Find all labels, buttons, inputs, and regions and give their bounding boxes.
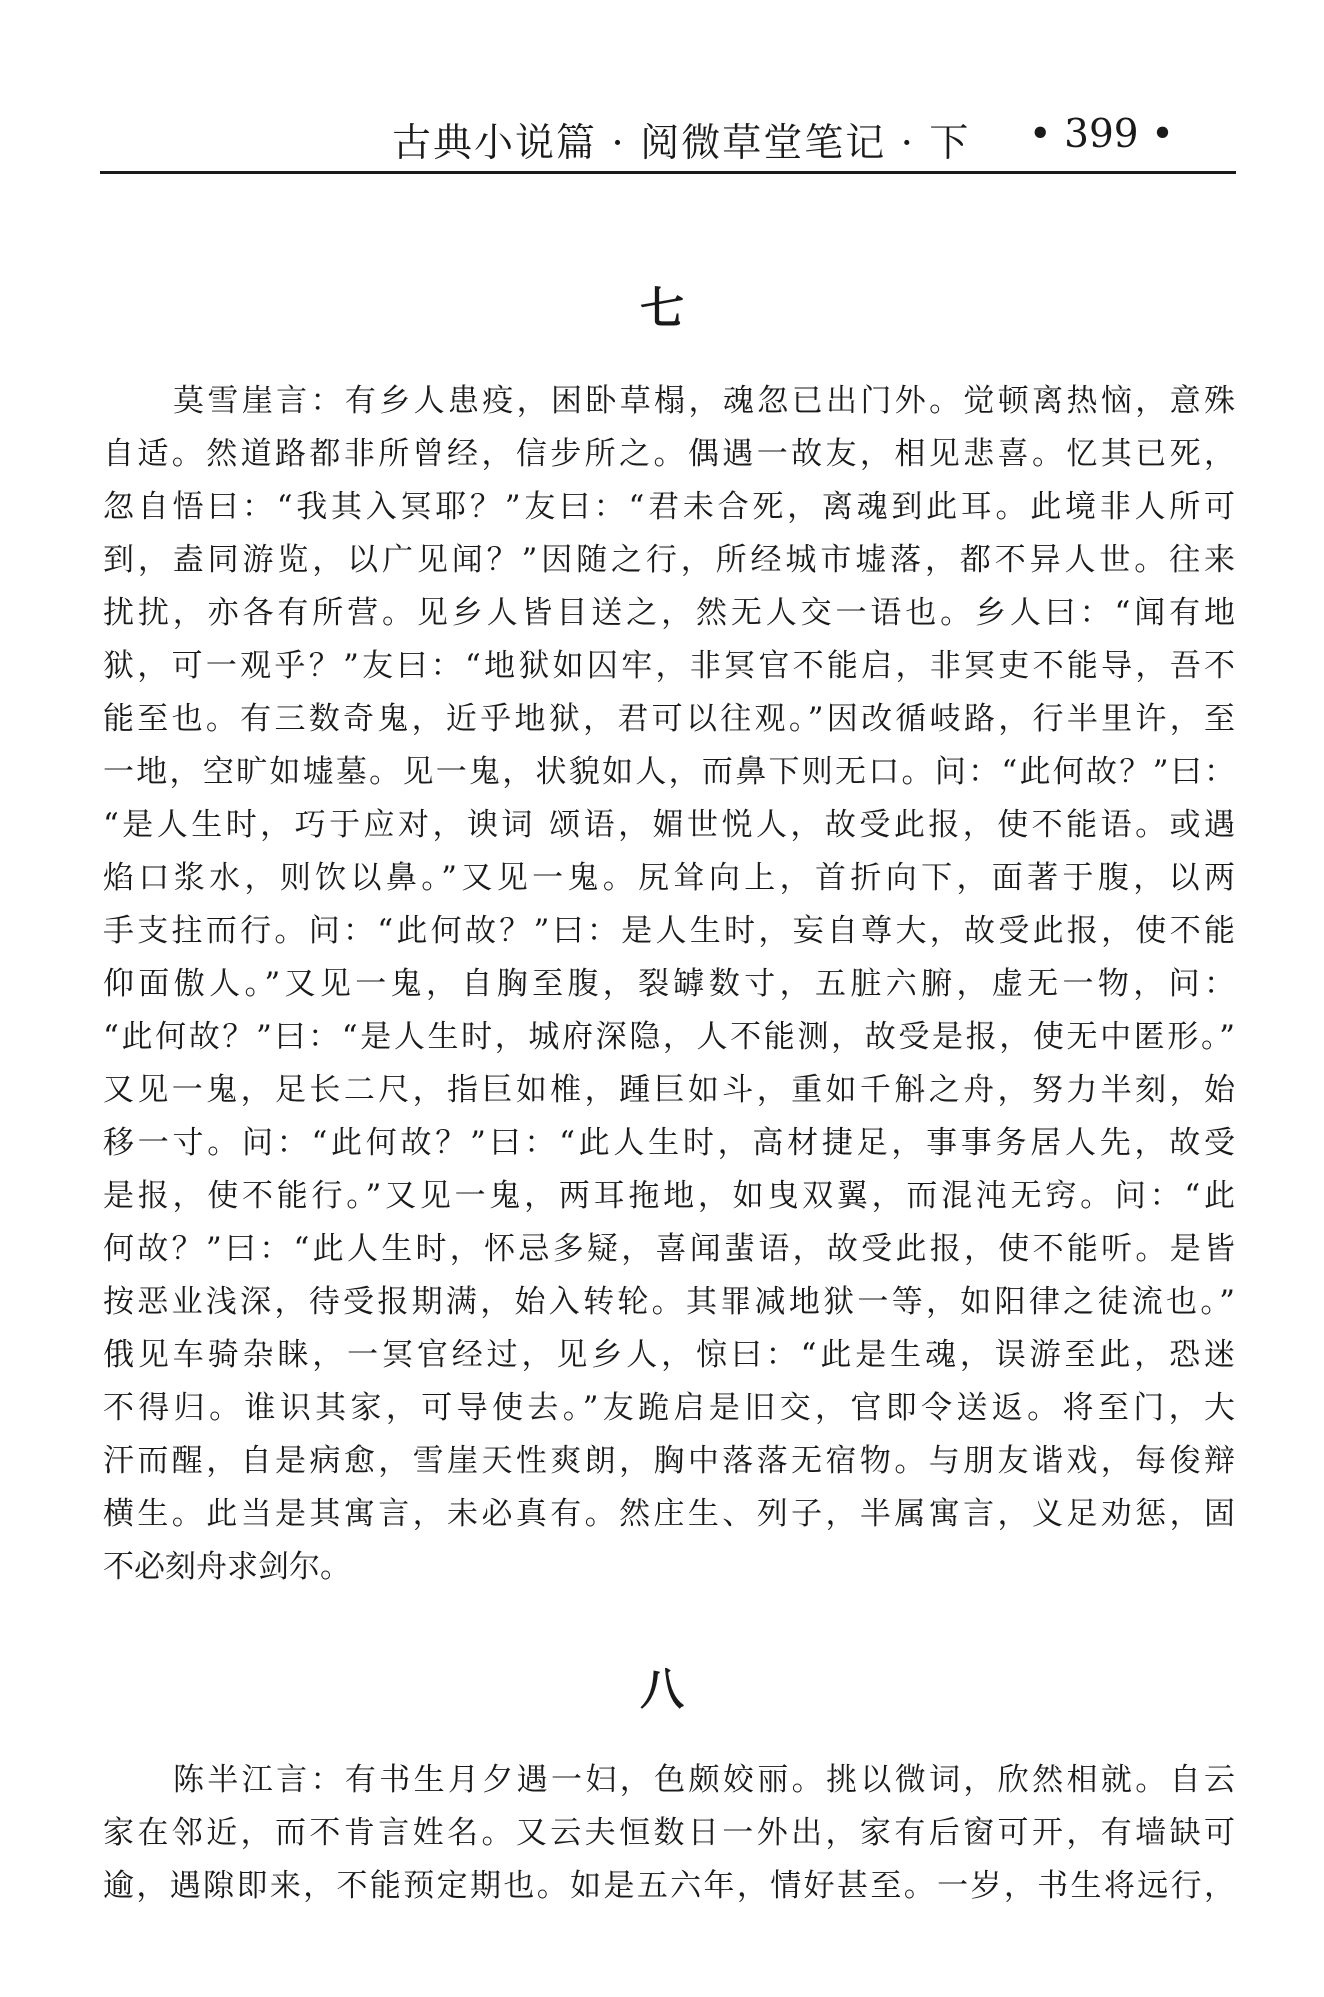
text-line: 到，盍同游览，以广见闻？”因随之行，所经城市墟落，都不异人世。往来: [103, 542, 1235, 578]
text-line: 手支拄而行。问：“此何故？”曰：是人生时，妄自尊大，故受此报，使不能: [103, 913, 1235, 949]
text-line: 莫雪崖言：有乡人患疫，困卧草榻，魂忽已出门外。觉顿离热恼，意殊: [173, 383, 1235, 419]
text-line: 按恶业浅深，待受报期满，始入转轮。其罪减地狱一等，如阳律之徒流也。”: [103, 1284, 1235, 1320]
text-line: 逾，遇隙即来，不能预定期也。如是五六年，情好甚至。一岁，书生将远行，: [103, 1868, 1235, 1904]
text-line: 自适。然道路都非所曾经，信步所之。偶遇一故友，相见悲喜。忆其已死，: [103, 436, 1235, 472]
text-line: 忽自悟曰：“我其入冥耶？”友曰：“君未合死，离魂到此耳。此境非人所可: [103, 489, 1235, 525]
text-line: 一地，空旷如墟墓。见一鬼，状貌如人，而鼻下则无口。问：“此何故？”曰：: [103, 754, 1235, 790]
text-line: 又见一鬼，足长二尺，指巨如椎，踵巨如斗，重如千斛之舟，努力半刻，始: [103, 1072, 1235, 1108]
book-title: 古典小说篇 · 阅微草堂笔记 · 下: [392, 121, 971, 166]
text-line: 狱，可一观乎？”友曰：“地狱如囚牢，非冥官不能启，非冥吏不能导，吾不: [103, 648, 1235, 684]
text-line: 不必刻舟求剑尔。: [103, 1549, 351, 1585]
text-line: 移一寸。问：“此何故？”曰：“此人生时，高材捷足，事事务居人先，故受: [103, 1125, 1235, 1161]
page-number: • 399 •: [1028, 112, 1174, 157]
section-8-body: [103, 1754, 1235, 1913]
text-line: 焰口浆水，则饮以鼻。”又见一鬼。尻耸向上，首折向下，面著于腹，以两: [103, 860, 1235, 896]
section-7-body: [103, 375, 1235, 1594]
text-line: “是人生时，巧于应对，谀词 颂语，媚世悦人，故受此报，使不能语。或遇: [103, 807, 1235, 843]
text-line: 不得归。谁识其家，可导使去。”友跪启是旧交，官即令送返。将至门，大: [103, 1390, 1235, 1426]
text-line: 何故？”曰：“此人生时，怀忌多疑，喜闻蜚语，故受此报，使不能听。是皆: [103, 1231, 1235, 1267]
text-line: 汗而醒，自是病愈，雪崖天性爽朗，胸中落落无宿物。与朋友谐戏，每俊辩: [103, 1443, 1235, 1479]
section-heading-7: 七: [640, 283, 684, 334]
text-line: 家在邻近，而不肯言姓名。又云夫恒数日一外出，家有后窗可开，有墙缺可: [103, 1815, 1235, 1851]
text-line: 是报，使不能行。”又见一鬼，两耳拖地，如曳双翼，而混沌无窍。问：“此: [103, 1178, 1235, 1214]
text-line: “此何故？”曰：“是人生时，城府深隐，人不能测，故受是报，使无中匿形。”: [103, 1019, 1235, 1055]
text-line: 能至也。有三数奇鬼，近乎地狱，君可以往观。”因改循岐路，行半里许，至: [103, 701, 1235, 737]
text-line: 陈半江言：有书生月夕遇一妇，色颇姣丽。挑以微词，欣然相就。自云: [173, 1762, 1235, 1798]
text-line: 仰面傲人。”又见一鬼，自胸至腹，裂罅数寸，五脏六腑，虚无一物，问：: [103, 966, 1235, 1002]
header-rule: [100, 171, 1236, 174]
text-line: 俄见车骑杂睐，一冥官经过，见乡人，惊曰：“此是生魂，误游至此，恐迷: [103, 1337, 1235, 1373]
running-head: [100, 100, 1236, 170]
text-line: 横生。此当是其寓言，未必真有。然庄生、列子，半属寓言，义足劝惩，固: [103, 1496, 1235, 1532]
text-line: 扰扰，亦各有所营。见乡人皆目送之，然无人交一语也。乡人曰：“闻有地: [103, 595, 1235, 631]
section-heading-8: 八: [640, 1664, 684, 1715]
